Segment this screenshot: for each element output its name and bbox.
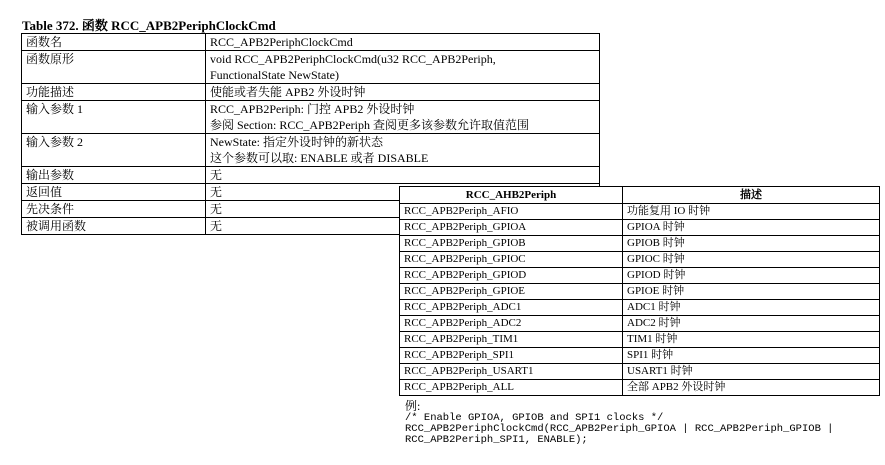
spec-value-line: void RCC_APB2PeriphClockCmd(u32 RCC_APB2Periph, xyxy=(210,52,496,66)
param-desc-cell: USART1 时钟 xyxy=(623,364,880,380)
table-row xyxy=(400,348,880,364)
table-row xyxy=(400,300,880,316)
param-desc-cell: GPIOD 时钟 xyxy=(623,268,880,284)
param-desc-cell: SPI1 时钟 xyxy=(623,348,880,364)
spec-value-line: 使能或者失能 APB2 外设时钟 xyxy=(210,85,366,99)
spec-value-line: RCC_APB2Periph: 门控 APB2 外设时钟 xyxy=(210,102,415,116)
param-desc-cell: ADC1 时钟 xyxy=(623,300,880,316)
table-row xyxy=(400,332,880,348)
table-row xyxy=(400,204,880,220)
param-table-header-row xyxy=(400,187,880,204)
table-title: Table 372. 函数 RCC_APB2PeriphClockCmd xyxy=(22,18,276,33)
param-desc-cell: ADC2 时钟 xyxy=(623,316,880,332)
param-name-cell: RCC_APB2Periph_GPIOE xyxy=(400,284,623,300)
param-name-cell: RCC_APB2Periph_GPIOD xyxy=(400,268,623,284)
code-line: RCC_APB2Periph_SPI1, ENABLE); xyxy=(405,434,588,446)
spec-value xyxy=(206,167,600,184)
spec-value xyxy=(206,101,600,134)
table-row xyxy=(400,220,880,236)
spec-value-line: 参阅 Section: RCC_APB2Periph 查阅更多该参数允许取值范围 xyxy=(210,118,530,132)
param-name-cell: RCC_APB2Periph_GPIOA xyxy=(400,220,623,236)
spec-value-line: 无 xyxy=(210,202,223,216)
spec-row xyxy=(22,167,600,184)
param-header-name: RCC_AHB2Periph xyxy=(400,187,623,204)
param-values-table xyxy=(399,186,880,396)
spec-row xyxy=(22,84,600,101)
param-name-cell: RCC_APB2Periph_ADC2 xyxy=(400,316,623,332)
spec-value-line: FunctionalState NewState) xyxy=(210,68,339,82)
param-name-cell: RCC_APB2Periph_AFIO xyxy=(400,204,623,220)
param-desc-cell: 功能复用 IO 时钟 xyxy=(623,204,880,220)
spec-value-line: NewState: 指定外设时钟的新状态 xyxy=(210,135,383,149)
example-block xyxy=(405,400,883,446)
spec-value-line: 这个参数可以取: ENABLE 或者 DISABLE xyxy=(210,151,429,165)
spec-key: 输入参数 1 xyxy=(22,101,206,134)
param-name-cell: RCC_APB2Periph_USART1 xyxy=(400,364,623,380)
param-name-cell: RCC_APB2Periph_TIM1 xyxy=(400,332,623,348)
param-name-cell: RCC_APB2Periph_SPI1 xyxy=(400,348,623,364)
spec-value-line: 无 xyxy=(210,185,223,199)
spec-key: 被调用函数 xyxy=(22,218,206,235)
spec-value-line: RCC_APB2PeriphClockCmd xyxy=(210,35,353,49)
param-desc-cell: 全部 APB2 外设时钟 xyxy=(623,380,880,396)
param-desc-cell: TIM1 时钟 xyxy=(623,332,880,348)
param-header-desc: 描述 xyxy=(623,187,880,204)
spec-row xyxy=(22,134,600,167)
table-row xyxy=(400,364,880,380)
param-name-cell: RCC_APB2Periph_GPIOC xyxy=(400,252,623,268)
spec-key: 函数名 xyxy=(22,34,206,51)
spec-value xyxy=(206,34,600,51)
code-line: /* Enable GPIOA, GPIOB and SPI1 clocks */ xyxy=(405,412,664,424)
spec-value-line: 无 xyxy=(210,219,223,233)
spec-row xyxy=(22,101,600,134)
code-line: RCC_APB2PeriphClockCmd(RCC_APB2Periph_GPIOA | RCC_APB2Periph_GPIOB | xyxy=(405,423,834,435)
spec-key: 函数原形 xyxy=(22,51,206,84)
param-desc-cell: GPIOC 时钟 xyxy=(623,252,880,268)
spec-key: 输出参数 xyxy=(22,167,206,184)
example-code xyxy=(405,413,883,446)
spec-key: 返回值 xyxy=(22,184,206,201)
spec-value xyxy=(206,84,600,101)
param-name-cell: RCC_APB2Periph_ALL xyxy=(400,380,623,396)
table-row xyxy=(400,284,880,300)
spec-value xyxy=(206,51,600,84)
table-row xyxy=(400,268,880,284)
table-row xyxy=(400,252,880,268)
spec-value-line: 无 xyxy=(210,168,223,182)
param-name-cell: RCC_APB2Periph_ADC1 xyxy=(400,300,623,316)
table-row xyxy=(400,236,880,252)
table-row xyxy=(400,380,880,396)
example-label: 例: xyxy=(405,399,421,413)
spec-key: 输入参数 2 xyxy=(22,134,206,167)
param-desc-cell: GPIOB 时钟 xyxy=(623,236,880,252)
param-desc-cell: GPIOA 时钟 xyxy=(623,220,880,236)
spec-key: 功能描述 xyxy=(22,84,206,101)
spec-value xyxy=(206,134,600,167)
param-desc-cell: GPIOE 时钟 xyxy=(623,284,880,300)
table-row xyxy=(400,316,880,332)
spec-row xyxy=(22,51,600,84)
spec-row xyxy=(22,34,600,51)
spec-key: 先决条件 xyxy=(22,201,206,218)
param-name-cell: RCC_APB2Periph_GPIOB xyxy=(400,236,623,252)
